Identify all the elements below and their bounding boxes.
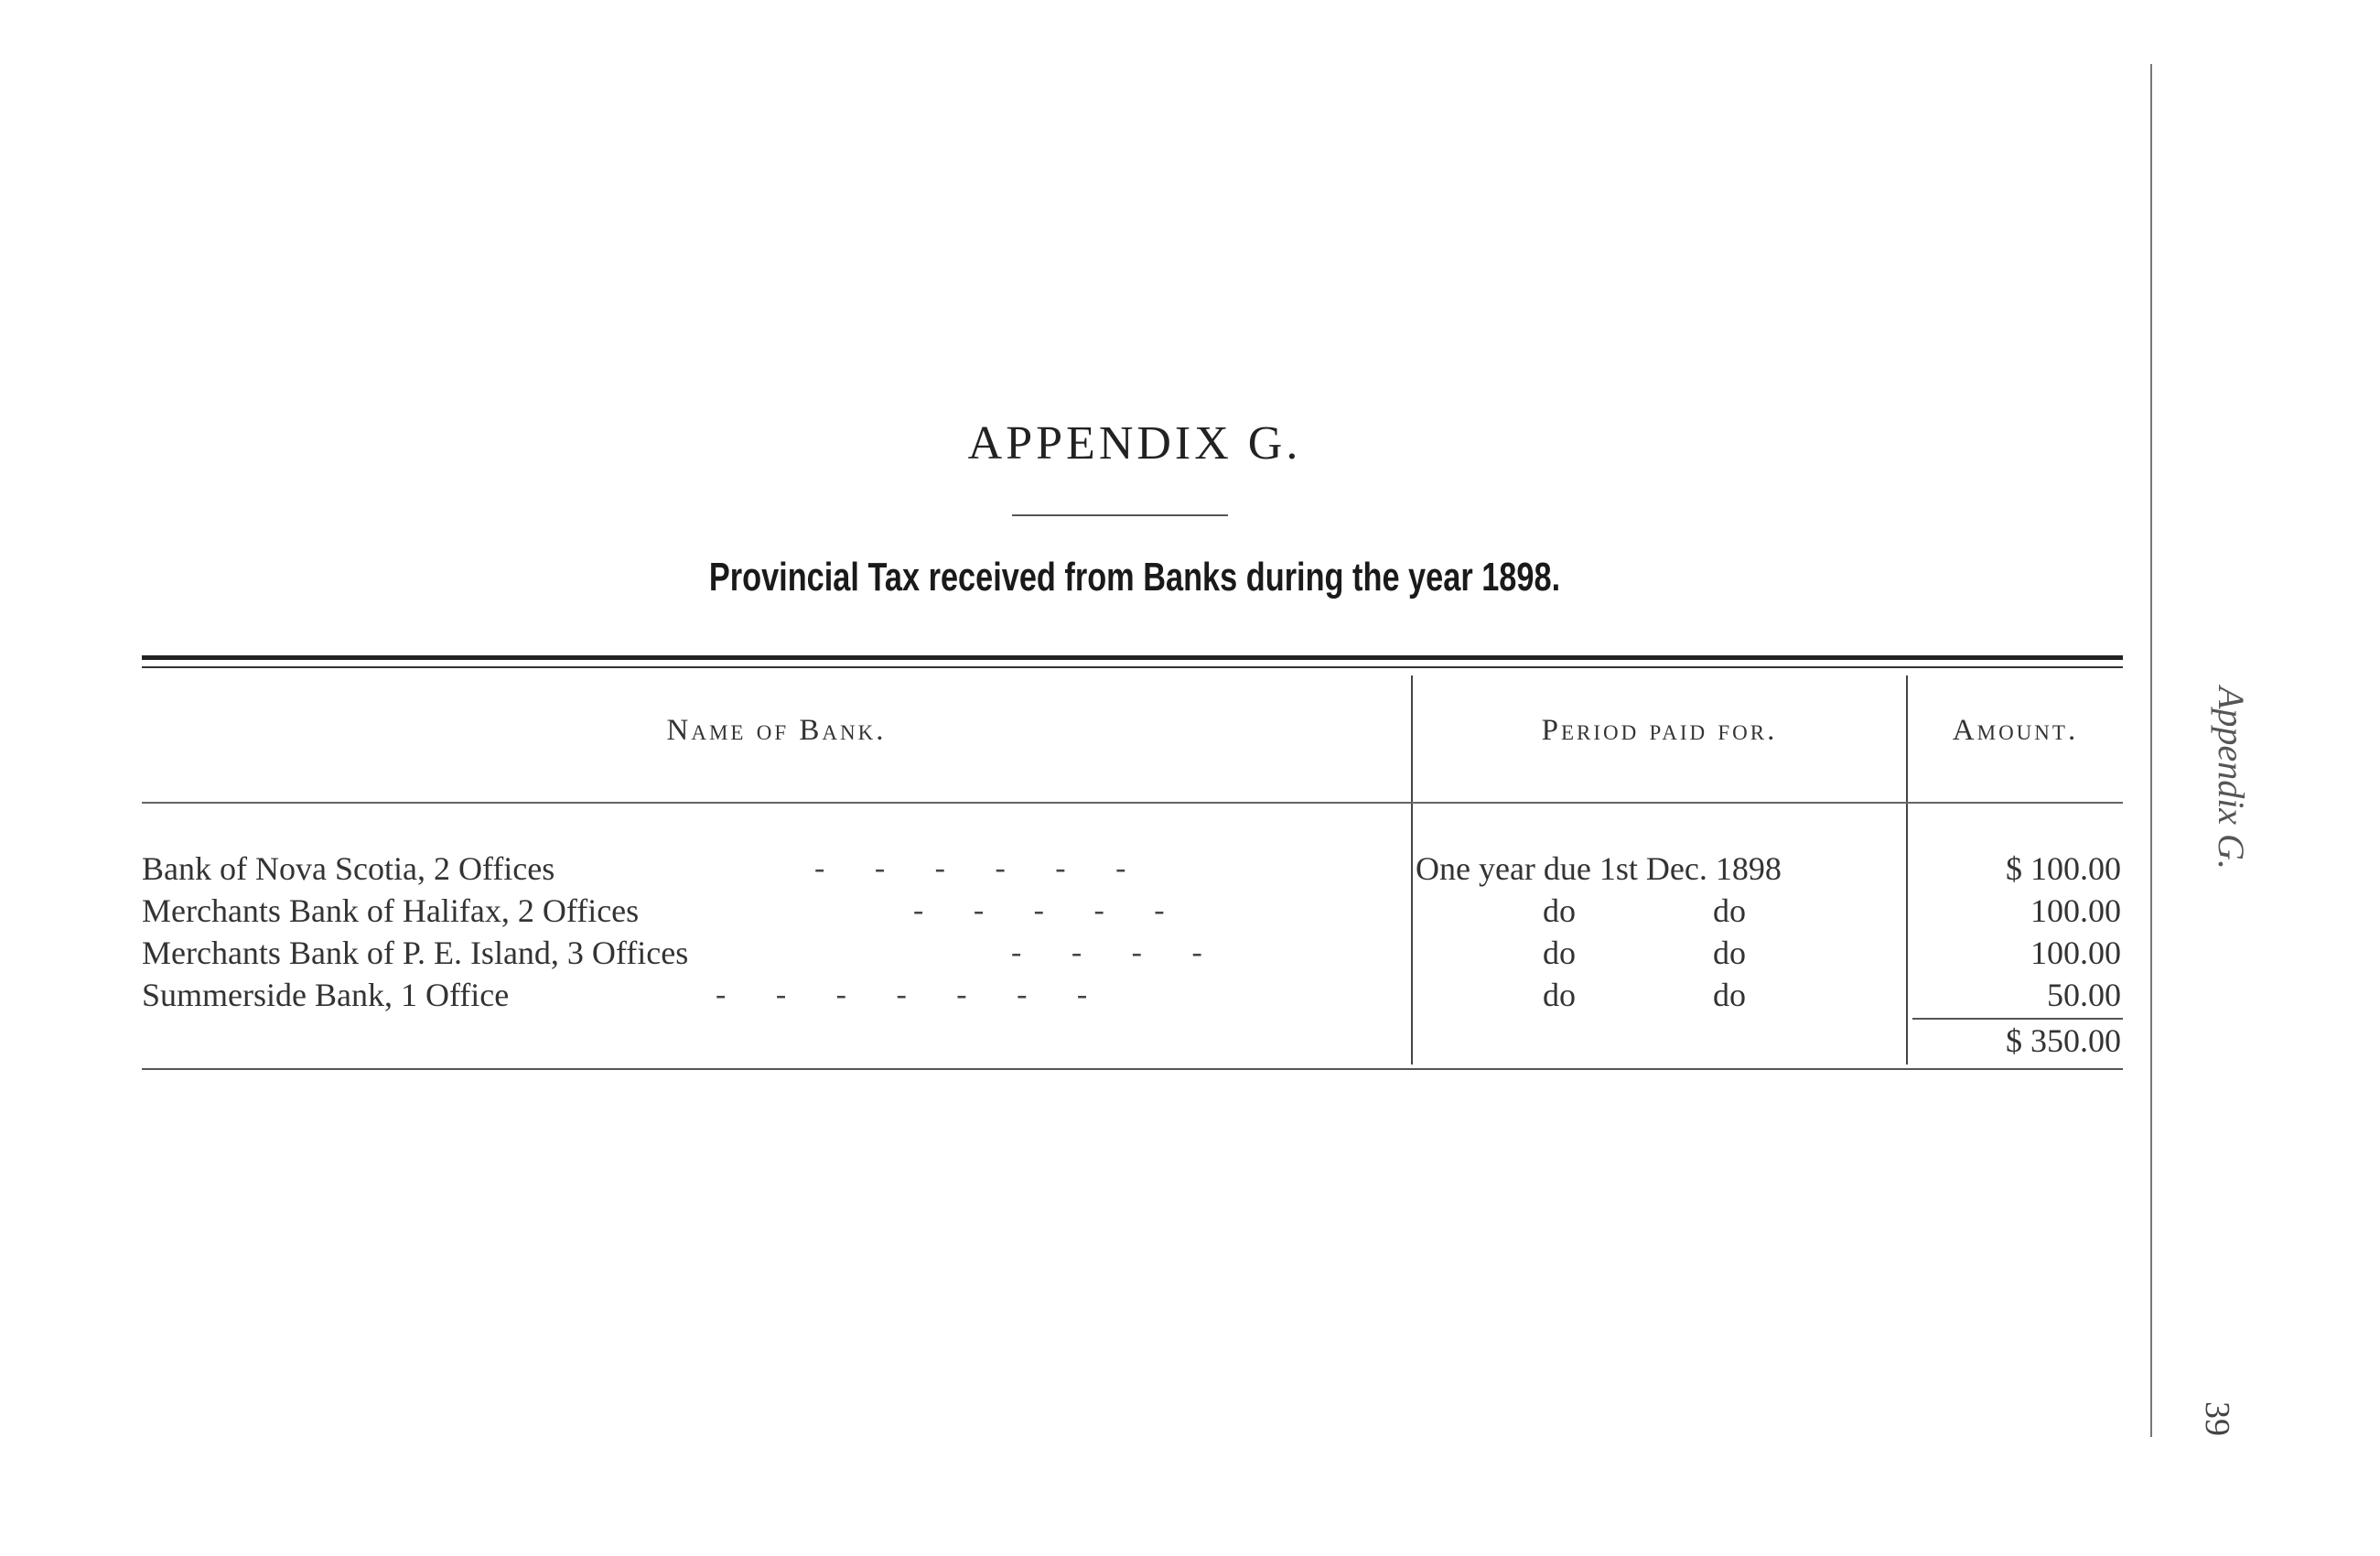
bank-name: Merchants Bank of P. E. Island, 3 Offices	[142, 935, 689, 971]
table-top-rule-thin	[142, 666, 2123, 668]
amount-value: 100.00	[2030, 935, 2121, 971]
column-header-name: Name of Bank.	[666, 714, 887, 747]
table-bottom-rule	[142, 1068, 2123, 1070]
leader-dashes: - - - - -	[913, 893, 1167, 927]
amount-value: 100.00	[2030, 892, 2121, 929]
header-rule	[142, 802, 2123, 804]
amount-value: $ 100.00	[2006, 850, 2121, 887]
leader-dashes: - - - - - -	[814, 851, 1128, 885]
table-caption: Provincial Tax received from Banks during the year 1898.	[708, 555, 1561, 600]
period-paid: One year due 1st Dec. 1898	[1416, 850, 1782, 887]
column-header-period: Period paid for.	[1541, 714, 1778, 747]
leader-dashes: - - - -	[1011, 935, 1204, 969]
column-header-amount: Amount.	[1952, 714, 2079, 747]
page-number: 39	[2198, 1401, 2236, 1436]
page-margin-line	[2150, 64, 2152, 1437]
period-paid-ditto: do	[1543, 977, 1576, 1013]
bank-name: Merchants Bank of Halifax, 2 Offices	[142, 892, 640, 929]
period-paid-ditto: do	[1713, 892, 1746, 929]
heading-rule	[1012, 514, 1228, 516]
table-top-rule	[142, 655, 2123, 660]
appendix-heading: APPENDIX G.	[967, 417, 1302, 470]
running-side-label: Appendix G.	[2211, 686, 2252, 870]
total-amount: $ 350.00	[2006, 1022, 2121, 1059]
period-paid-ditto: do	[1543, 935, 1576, 971]
amount-value: 50.00	[2047, 977, 2121, 1013]
period-paid-ditto: do	[1543, 892, 1576, 929]
bank-name: Bank of Nova Scotia, 2 Offices	[142, 850, 555, 887]
leader-dashes: - - - - - - -	[716, 978, 1090, 1011]
period-paid-ditto: do	[1713, 935, 1746, 971]
period-paid-ditto: do	[1713, 977, 1746, 1013]
bank-name: Summerside Bank, 1 Office	[142, 977, 510, 1013]
